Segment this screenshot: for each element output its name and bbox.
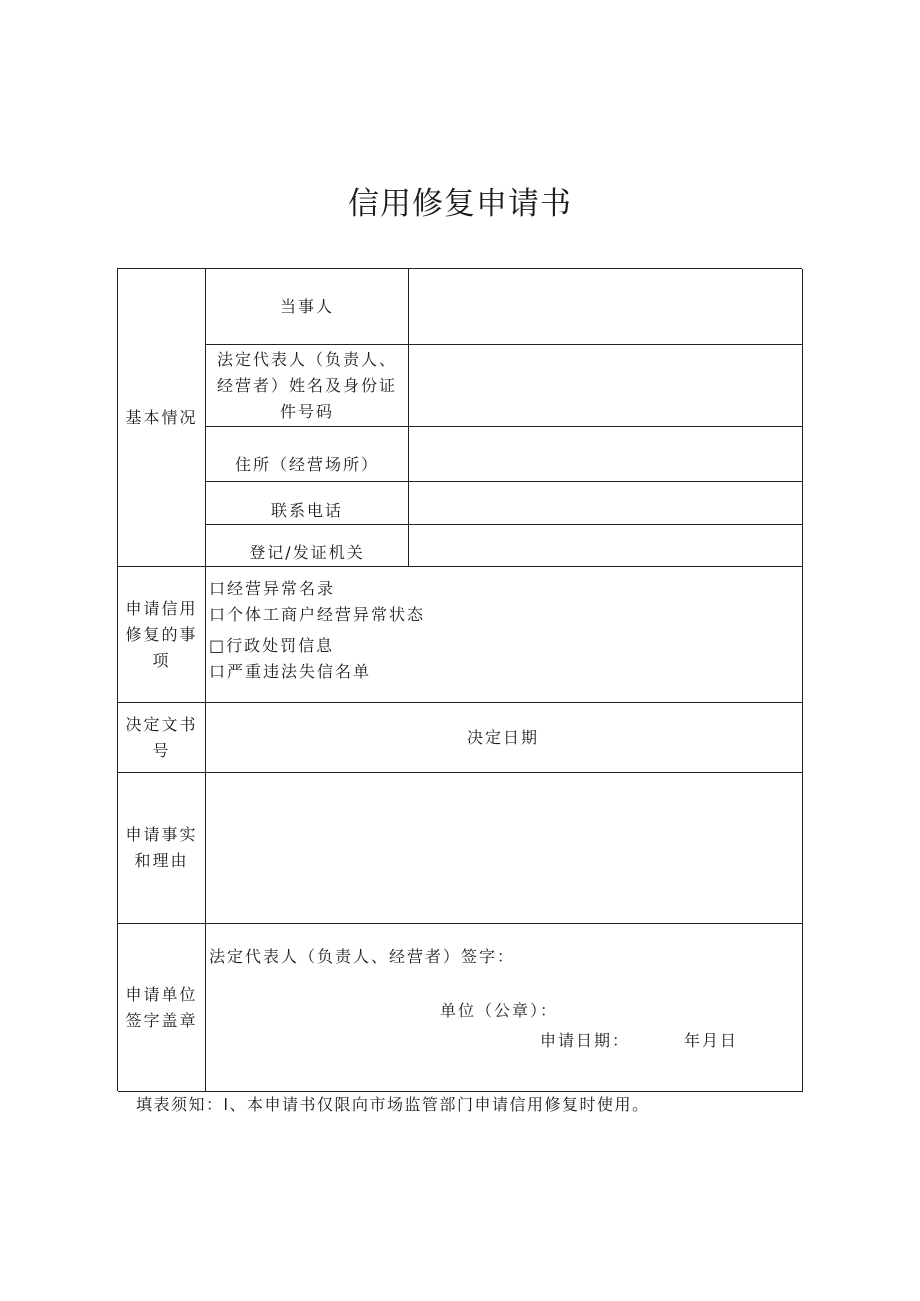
checkbox-glyph[interactable]: 口 [209,605,228,624]
decision-label-line-1: 决定文书 [125,714,198,734]
basic-info-label: 基本情况 [125,407,198,427]
matter-option-2[interactable] [209,602,425,628]
matters-label-line-3: 项 [152,650,171,670]
checkbox-glyph[interactable]: □ [209,636,227,655]
party-label: 当事人 [279,296,334,316]
address-label-cell [206,427,409,482]
signature-area[interactable] [206,924,803,1092]
signature-label-cell [118,924,206,1092]
matter-option-text: 行政处罚信息 [226,636,335,655]
checkbox-glyph[interactable]: 口 [209,579,228,598]
matter-option-3[interactable] [209,633,334,659]
legal-rep-label-cell [206,345,409,427]
matter-option-1[interactable] [209,576,335,602]
matter-option-text: 经营异常名录 [227,579,336,598]
decision-label-line-2: 号 [152,740,171,760]
date-units-label: 年月日 [684,1031,739,1050]
address-label: 住所（经营场所） [234,455,379,474]
checkbox-glyph[interactable]: 口 [209,662,228,681]
legal-rep-input[interactable] [409,345,803,427]
apply-date-label: 申请日期： [540,1031,631,1050]
page-title: 信用修复申请书 [348,186,572,222]
facts-input[interactable] [206,773,803,924]
matter-option-text: 严重违法失信名单 [227,662,372,681]
phone-label-cell [206,482,409,525]
authority-input[interactable] [409,525,803,567]
unit-seal-label: 单位（公章）： [440,1001,559,1020]
party-label-cell [206,269,409,345]
facts-label-line-1: 申请事实 [125,825,198,844]
authority-label-cell [206,525,409,567]
facts-label-line-2: 和理由 [134,851,189,870]
rep-signature-label: 法定代表人（负责人、经营者）签字： [209,947,516,966]
decision-date-label: 决定日期 [467,728,540,747]
decision-label-cell [118,703,206,773]
footer-note: 填表须知：l、本申请书仅限向市场监管部门申请信用修复时使用。 [136,1095,650,1114]
legal-rep-label-line-3: 件号码 [279,402,334,421]
matter-option-text: 个体工商户经营异常状态 [227,605,426,624]
legal-rep-label-line-1: 法定代表人（负责人、 [216,350,397,369]
phone-input[interactable] [409,482,803,525]
signature-label-line-1: 申请单位 [125,984,198,1004]
signature-label-line-2: 签字盖章 [125,1010,198,1030]
legal-rep-label-line-2: 经营者）姓名及身份证 [216,376,397,395]
matters-label-cell [118,567,206,703]
application-form-table [117,268,802,1091]
matters-label-line-2: 修复的事 [125,624,198,644]
facts-label-cell [118,773,206,924]
address-input[interactable] [409,427,803,482]
authority-label: 登记/发证机关 [249,543,365,562]
decision-input[interactable] [206,703,803,773]
matters-label-line-1: 申请信用 [125,598,198,618]
matter-option-4[interactable] [209,659,371,685]
basic-info-section-label [118,269,206,567]
matters-options-cell [206,567,803,703]
party-input[interactable] [409,269,803,345]
phone-label: 联系电话 [270,501,343,520]
